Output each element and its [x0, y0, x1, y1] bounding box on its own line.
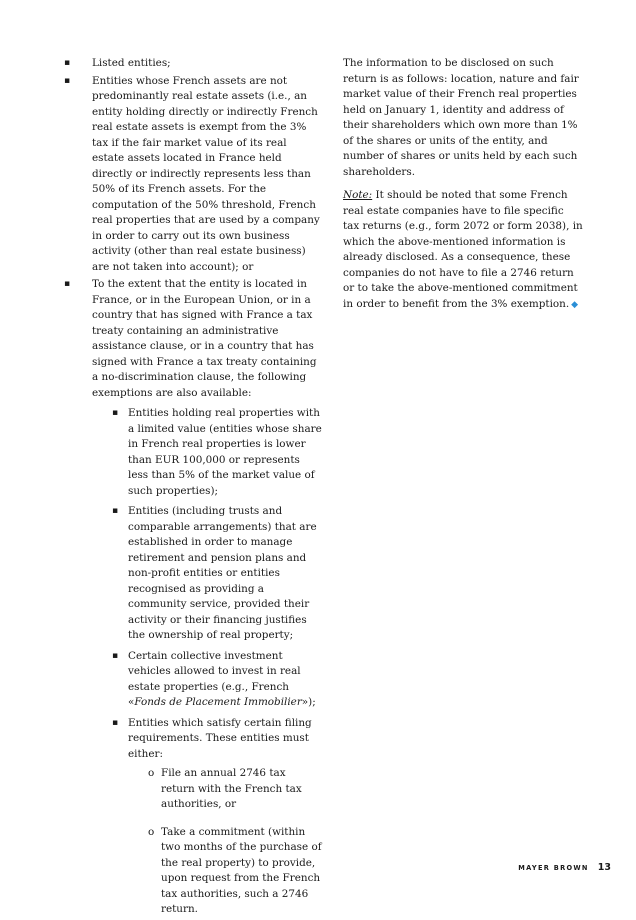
brand-logo-text: MAYER BROWN	[518, 863, 589, 872]
sub-bullet-text: Entities (including trusts and comparable arrangements) that are established in order to manage retirement and pension plans and non-profit entities or entities recognised as providing a community service, provided their activity or their financing justifies the ownership of real property;	[128, 505, 317, 641]
option-text: Take a commitment (within two months of the purchase of the real property) to provide, upon request from the French tax authorities, such a 2746 return.	[161, 825, 322, 915]
right-column	[343, 56, 583, 321]
bullet-marker: ▪	[112, 717, 119, 728]
sub-bullet-text: Entities which satisfy certain filing requirements. These entities must either:	[128, 716, 312, 760]
bullet-marker: ▪	[112, 650, 119, 661]
option-text: File an annual 2746 tax return with the French tax authorities, or	[161, 767, 302, 810]
bullet-marker: ▪	[112, 408, 119, 418]
sub-bullet-text: Entities holding real properties with a limited value (entities whose share in French real properties is lower than EUR 100,000 or represents less than 5% of the market value of such properties);	[128, 407, 322, 497]
option-marker: o	[148, 767, 155, 779]
option-commitment	[148, 825, 322, 918]
bullet-marker: ▪	[64, 279, 71, 289]
sub-bullet-limited-value	[112, 406, 322, 499]
sub-bullet-investment-vehicles	[112, 649, 322, 711]
sub-bullet-text-italic: Fonds de Placement Immobilier	[134, 696, 302, 708]
page-number: 13	[597, 862, 611, 873]
note-paragraph	[343, 188, 583, 313]
sub-bullet-text-pre: Certain collective investment vehicles allowed to invest in real estate properties (e.g., French «	[128, 649, 301, 708]
left-column	[64, 56, 322, 920]
bullet-non-real-estate-entities	[64, 74, 322, 276]
bullet-eu-treaty-entities	[64, 277, 322, 918]
bullet-text: To the extent that the entity is located in France, or in the European Union, or in a country that has signed with France a tax treaty containing an administrative assistance clause, or in a country that has signed with France a tax treaty containing a no-discrimination clause, the following exemptions are also available:	[92, 278, 317, 399]
bullet-text: Entities whose French assets are not predominantly real estate assets (i.e., an entity holding directly or indirectly French real estate assets is exempt from the 3% tax if the fair market value of its real estate assets located in France held directly or indirectly represents less than 50% of its French assets. For the computation of the 50% threshold, French real properties that are used by a company in order to carry out its own business activity (other than real estate business) are not taken into account); or	[92, 74, 320, 273]
bullet-marker: ▪	[112, 506, 119, 516]
option-marker: o	[148, 825, 155, 838]
note-label: Note:	[343, 189, 373, 201]
option-annual-return	[148, 766, 322, 813]
disclosure-paragraph: The information to be disclosed on such return is as follows: location, nature and fair market value of their French real properties held on January 1, identity and address of their shareholders which own more than 1% of the shares or units of the entity, and number of shares or units held by each such shareholders.	[343, 57, 579, 178]
bullet-marker: ▪	[64, 75, 71, 86]
bullet-listed-entities	[64, 56, 322, 72]
bullet-marker: ▪	[64, 58, 71, 68]
note-text: It should be noted that some French real estate companies have to file specific tax returns (e.g., form 2072 or form 2038), in which the above-mentioned information is already disclosed. As a consequence, these companies do not have to file a 2746 return or to take the above-mentioned commitment in order to benefit from the 3% exemption.	[343, 189, 583, 310]
sub-bullet-text-post: »);	[301, 696, 316, 708]
bullet-text: Listed entities;	[92, 57, 171, 69]
sub-bullet-pension-nonprofit	[112, 504, 322, 644]
sub-bullet-filing-requirements	[112, 716, 322, 918]
page-footer	[518, 862, 611, 873]
end-diamond-icon: ◆	[571, 299, 579, 310]
